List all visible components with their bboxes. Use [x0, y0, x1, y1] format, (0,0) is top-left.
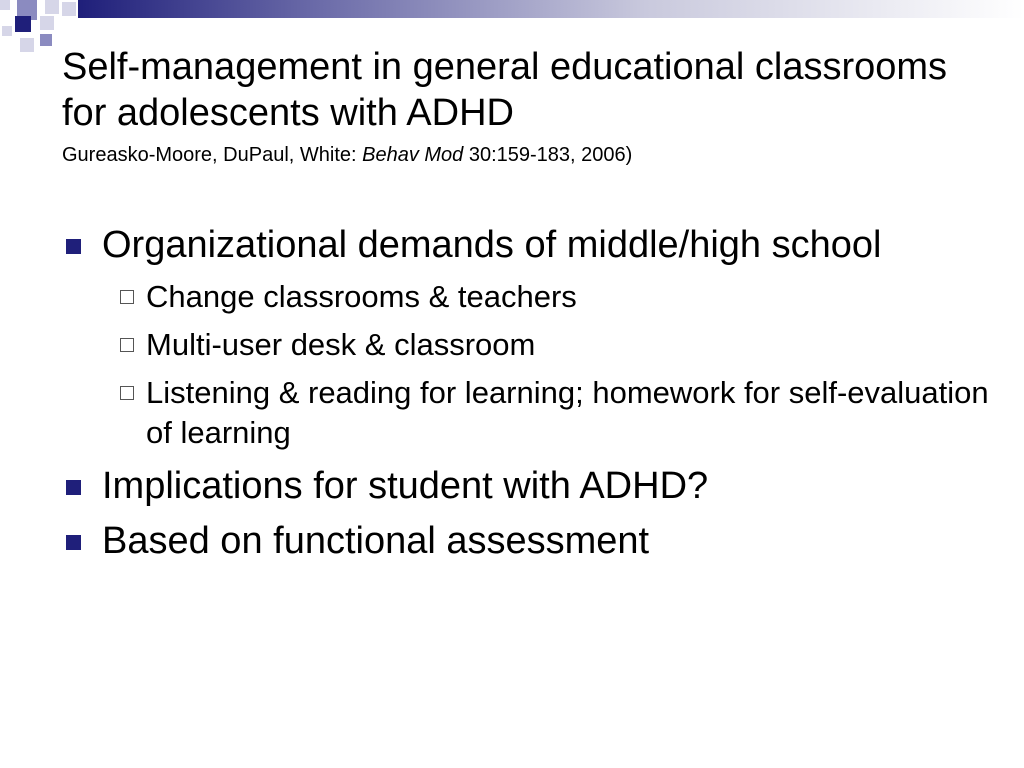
sub-list-item: [62, 373, 992, 453]
sub-list-item-text: Multi-user desk & classroom: [146, 327, 536, 362]
list-item-text: Organizational demands of middle/high school: [102, 224, 882, 266]
hollow-square-icon: [120, 386, 134, 400]
citation-authors: Gureasko-Moore, DuPaul, White:: [62, 144, 363, 166]
citation: [62, 142, 992, 168]
decor-square: [2, 26, 12, 36]
sub-list-item-text: Listening & reading for learning; homework for self-evaluation of learning: [146, 375, 989, 450]
sub-list-item-text: Change classrooms & teachers: [146, 279, 577, 314]
sub-list-item: [62, 277, 992, 317]
slide-title: Self-management in general educational classrooms for adolescents with ADHD: [62, 46, 948, 134]
hollow-square-icon: [120, 338, 134, 352]
list-item-text: Implications for student with ADHD?: [102, 465, 709, 507]
slide-body: [62, 222, 992, 573]
decor-square: [20, 38, 34, 52]
sub-bullet-list: [62, 277, 992, 453]
top-gradient-bar: [78, 0, 1024, 18]
list-item: [62, 518, 992, 565]
filled-square-icon: [66, 480, 81, 495]
citation-journal: Behav Mod: [362, 144, 464, 166]
decor-square: [15, 16, 31, 32]
title-block: [62, 44, 992, 168]
decor-square: [62, 2, 76, 16]
list-item-text: Based on functional assessment: [102, 520, 650, 562]
bullet-list: [62, 222, 992, 565]
sub-list-item: [62, 325, 992, 365]
list-item: [62, 222, 992, 269]
decor-square: [40, 34, 52, 46]
filled-square-icon: [66, 239, 81, 254]
filled-square-icon: [66, 535, 81, 550]
decor-square: [40, 16, 54, 30]
list-item: [62, 463, 992, 510]
citation-details: 30:159-183, 2006): [463, 144, 633, 166]
sub-list-container: [62, 277, 992, 453]
decor-square: [45, 0, 59, 14]
decor-square: [0, 0, 10, 10]
hollow-square-icon: [120, 290, 134, 304]
